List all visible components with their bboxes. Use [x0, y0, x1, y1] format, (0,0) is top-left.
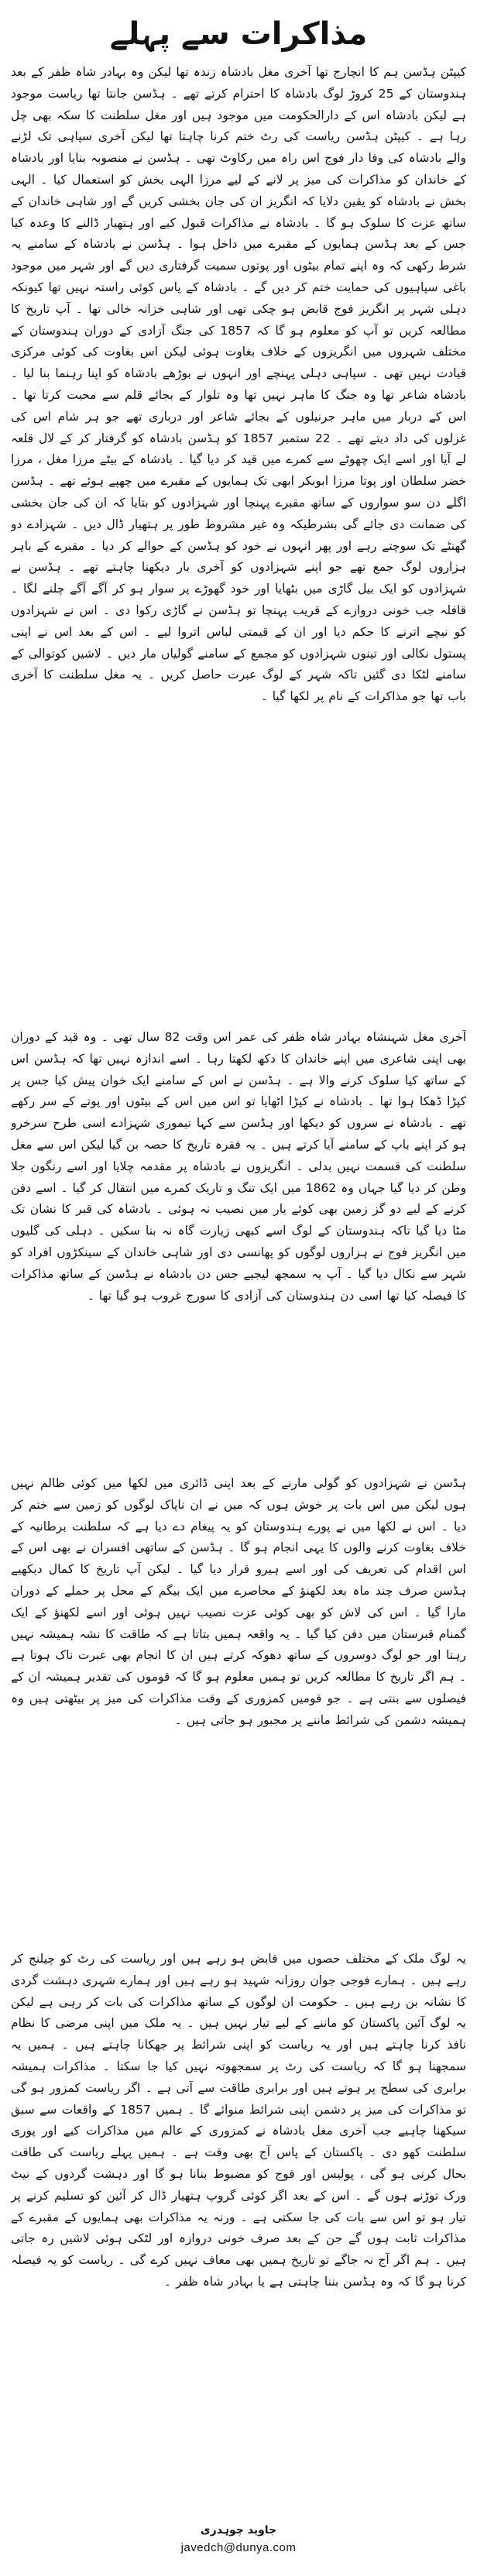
paragraph: کیپٹن ہڈسن ہم کا انچارج تھا آخری مغل بادشاہ زندہ تھا لیکن وہ بہادر شاہ ظفر کے بعد ہندوستان کے 25 کروڑ لوگ بادشاہ کا احترام کرتے تھے ۔ ہڈسن جانتا تھا ریاست موجود ہے لیکن بادشاہ اس کے دارالحکومت میں موجود ہیں اور مغل سلطنت کا سکہ بھی چل رہا ہے ۔ کیپٹن ہڈسن ریاست کی رٹ ختم کرنا چاہتا تھا لیکن آخری سپاہی تک لڑنے والے بادشاہ کی وفا دار فوج اس راہ میں رکاوٹ تھی ۔ ہڈسن نے منصوبہ بنایا اور بادشاہ کے خاندان کو مذاکرات کی میز پر لانے کے لیے مرزا الہی بخش کو استعمال کیا ۔ الہی بخش نے بادشاہ کو یقین دلایا کہ انگریز ان کی جان بخشی کریں گے اور شاہی خاندان کے ساتھ عزت کا سلوک ہو گا ۔ بادشاہ نے مذاکرات قبول کیے اور ہتھیار ڈالنے کا وعدہ کیا جس کے بعد ہڈسن ہمایوں کے مقبرے میں داخل ہوا ۔ ہڈسن نے بادشاہ کے سامنے یہ شرط رکھی کہ وہ اپنے تمام بیٹوں اور پوتوں سمیت گرفتاری دیں گے اور شہر میں موجود باغی سپاہیوں کی حمایت ختم کر دیں گے ۔ بادشاہ کے پاس کوئی راستہ نہیں تھا کیونکہ دہلی شہر پر انگریز فوج قابض ہو چکی تھی اور شاہی خزانہ خالی تھا ۔ آپ تاریخ کا مطالعہ کریں تو آپ کو معلوم ہو گا کہ 1857 کی جنگ آزادی کے دوران ہندوستان کے مختلف شہروں میں انگریزوں کے خلاف بغاوت ہوئی لیکن اس بغاوت کی کوئی مرکزی قیادت نہیں تھی ۔ سپاہی دہلی پہنچے اور انہوں نے بوڑھے بادشاہ کو اپنا رہنما بنا لیا ۔ بادشاہ شاعر تھا وہ جنگ کا ماہر نہیں تھا وہ تلوار کے بجائے قلم سے محبت کرتا تھا ۔ اس کے دربار میں ماہر جرنیلوں کے بجائے شاعر اور درباری تھے جو ہر شام اس کی غزلوں کی داد دیتے تھے ۔ 22 ستمبر 1857 کو ہڈسن بادشاہ کو گرفتار کر کے لال قلعہ لے آیا اور اسے ایک چھوٹے سے کمرے میں قید کر دیا گیا ۔ بادشاہ کے بیٹے مرزا مغل ، مرزا خضر سلطان اور پوتا مرزا ابوبکر ابھی تک ہمایوں کے مقبرے میں چھپے ہوئے تھے ۔ ہڈسن اگلے دن سو سواروں کے ساتھ مقبرے پہنچا اور شہزادوں کو بتایا کہ ان کی جان بخشی کی ضمانت دی جائے گی بشرطیکہ وہ غیر مشروط طور پر ہتھیار ڈال دیں ۔ شہزادے دو گھنٹے تک سوچتے رہے اور پھر انہوں نے خود کو ہڈسن کے حوالے کر دیا ۔ مقبرے کے باہر ہزاروں لوگ جمع تھے جو اپنے شہزادوں کو آخری بار دیکھنا چاہتے تھے ۔ ہڈسن نے شہزادوں کو ایک بیل گاڑی میں بٹھایا اور خود گھوڑے پر سوار ہو کر آگے آگے چلنے لگا ۔ قافلہ جب خونی دروازے کے قریب پہنچا تو ہڈسن نے گاڑی رکوا دی ۔ اس نے شہزادوں کو نیچے اترنے کا حکم دیا اور ان کے قیمتی لباس اتروا لیے ۔ اس کے بعد اس نے اپنی پستول نکالی اور تینوں شہزادوں کو مجمع کے سامنے گولیاں مار دیں ۔ لاشیں کوتوالی کے سامنے لٹکا دی گئیں تاکہ شہر کے لوگ عبرت حاصل کریں ۔ یہ مغل سلطنت کا آخری باب تھا جو مذاکرات کے نام پر لکھا گیا ۔	[11, 65, 466, 704]
article-section-2	[11, 1027, 466, 1468]
headline: مذاکرات سے پہلے	[109, 16, 368, 52]
article-section-3	[11, 1473, 466, 1944]
author-name: جاوید چوہدری	[200, 2524, 277, 2537]
paragraph: یہ لوگ ملک کے مختلف حصوں میں قابض ہو رہے ہیں اور ریاست کی رٹ کو چیلنج کر رہے ہیں ۔ ہمارے فوجی جوان روزانہ شہید ہو رہے ہیں اور ہمارے شہری دہشت گردی کا نشانہ بن رہے ہیں ۔ حکومت ان لوگوں کے ساتھ مذاکرات کی بات کر رہی ہے لیکن یہ لوگ آئین پاکستان کو ماننے کے لیے تیار نہیں ہیں ۔ یہ ملک میں اپنی مرضی کا نظام نافذ کرنا چاہتے ہیں اور یہ ریاست کو اپنی شرائط پر جھکانا چاہتے ہیں ۔ ہمیں یہ سمجھنا ہو گا کہ ریاست کی رٹ پر سمجھوتہ نہیں کیا جا سکتا ۔ مذاکرات ہمیشہ برابری کی سطح پر ہوتے ہیں اور برابری طاقت سے آتی ہے ۔ اگر ریاست کمزور ہو گی تو مذاکرات کی میز پر دشمن اپنی شرائط منوائے گا ۔ ہمیں 1857 کے واقعات سے سبق سیکھنا چاہیے جب آخری مغل بادشاہ نے کمزوری کے عالم میں مذاکرات کیے اور پوری سلطنت کھو دی ۔ پاکستان کے پاس آج بھی وقت ہے ۔ ہمیں پہلے ریاست کی طاقت بحال کرنی ہو گی ، پولیس اور فوج کو مضبوط بنانا ہو گا اور دہشت گردوں کے نیٹ ورک توڑنے ہوں گے ۔ اس کے بعد اگر کوئی گروپ ہتھیار ڈال کر آئین کو تسلیم کرنے پر تیار ہو تو اس سے بات کی جا سکتی ہے ۔ ورنہ یہ مذاکرات بھی ہمایوں کے مقبرے کے مذاکرات ثابت ہوں گے جن کے بعد صرف خونی دروازہ اور لٹکی ہوئی لاشیں رہ جاتی ہیں ۔ ہم اگر آج نہ جاگے تو تاریخ ہمیں بھی معاف نہیں کرے گی ۔ ریاست کو یہ فیصلہ کرنا ہو گا کہ وہ ہڈسن بننا چاہتی ہے یا بہادر شاہ ظفر ۔	[11, 1952, 466, 2289]
paragraph: ہڈسن نے شہزادوں کو گولی مارنے کے بعد اپنی ڈائری میں لکھا میں کوئی ظالم نہیں ہوں لیکن میں اس بات پر خوش ہوں کہ میں نے ان ناپاک لوگوں کو زمین سے ختم کر دیا ۔ اس نے لکھا میں نے پورے ہندوستان کو یہ پیغام دے دیا ہے کہ سلطنت برطانیہ کے خلاف بغاوت کرنے والوں کا یہی انجام ہو گا ۔ ہڈسن کے ساتھی افسران نے بھی اس کے اس اقدام کی تعریف کی اور اسے ہیرو قرار دیا گیا ۔ لیکن آپ تاریخ کا کمال دیکھیے ہڈسن صرف چند ماہ بعد لکھنؤ کے محاصرے میں ایک بیگم کے محل پر حملے کے دوران مارا گیا ۔ اس کی لاش کو بھی کوئی عزت نصیب نہیں ہوئی اور اسے لکھنؤ کے ایک گمنام قبرستان میں دفن کیا گیا ۔ یہ واقعہ ہمیں بتاتا ہے کہ طاقت کا نشہ ہمیشہ نہیں رہتا اور جو لوگ دوسروں کے ساتھ دھوکہ کرتے ہیں ان کا انجام بھی عبرت ناک ہوتا ہے ۔ ہم اگر تاریخ کا مطالعہ کریں تو ہمیں معلوم ہو گا کہ قوموں کی تقدیر ہمیشہ ان کے فیصلوں سے بنتی ہے ۔ جو قومیں کمزوری کے وقت مذاکرات کی میز پر بیٹھتی ہیں وہ ہمیشہ دشمن کی شرائط ماننے پر مجبور ہو جاتی ہیں ۔	[11, 1476, 466, 1727]
article-section-4	[11, 1949, 466, 2475]
paragraph: آخری مغل شہنشاہ بہادر شاہ ظفر کی عمر اس وقت 82 سال تھی ۔ وہ قید کے دوران بھی اپنی شاعری میں اپنے خاندان کا دکھ لکھتا رہا ۔ اسے اندازہ نہیں تھا کہ ہڈسن اس کے ساتھ کیا سلوک کرنے والا ہے ۔ ہڈسن نے اس کے سامنے ایک خوان پیش کیا جس پر کپڑا ڈھکا ہوا تھا ۔ بادشاہ نے کپڑا اٹھایا تو اس میں اس کے بیٹوں اور پوتے کے سر رکھے تھے ۔ بادشاہ نے سروں کو دیکھا اور ہڈسن سے کہا تیموری شہزادے اسی طرح سرخرو ہو کر اپنے باپ کے سامنے آیا کرتے ہیں ۔ یہ فقرہ تاریخ کا حصہ بن گیا لیکن اس سے مغل سلطنت کی قسمت نہیں بدلی ۔ انگریزوں نے بادشاہ پر مقدمہ چلایا اور اسے رنگون جلا وطن کر دیا گیا جہاں وہ 1862 میں ایک تنگ و تاریک کمرے میں انتقال کر گیا ۔ اسے دفن کرنے کے لیے دو گز زمین بھی کوئے یار میں نصیب نہ ہوئی ۔ بادشاہ کی قبر کا نشان تک مٹا دیا گیا تاکہ ہندوستان کے لوگ اسے کبھی زیارت گاہ نہ بنا سکیں ۔ دہلی کی گلیوں میں انگریز فوج نے ہزاروں لوگوں کو پھانسی دی اور شاہی خاندان کے سینکڑوں افراد کو شہر سے نکال دیا گیا ۔ آپ یہ سمجھ لیجیے جس دن بادشاہ نے ہڈسن کے ساتھ مذاکرات کا فیصلہ کیا تھا اسی دن ہندوستان کی آزادی کا سورج غروب ہو گیا تھا ۔	[11, 1030, 466, 1303]
headline-container	[11, 6, 466, 62]
article-section-1	[11, 62, 466, 1022]
byline	[0, 2524, 477, 2554]
author-email[interactable]: javedch@dunya.com	[180, 2541, 297, 2554]
